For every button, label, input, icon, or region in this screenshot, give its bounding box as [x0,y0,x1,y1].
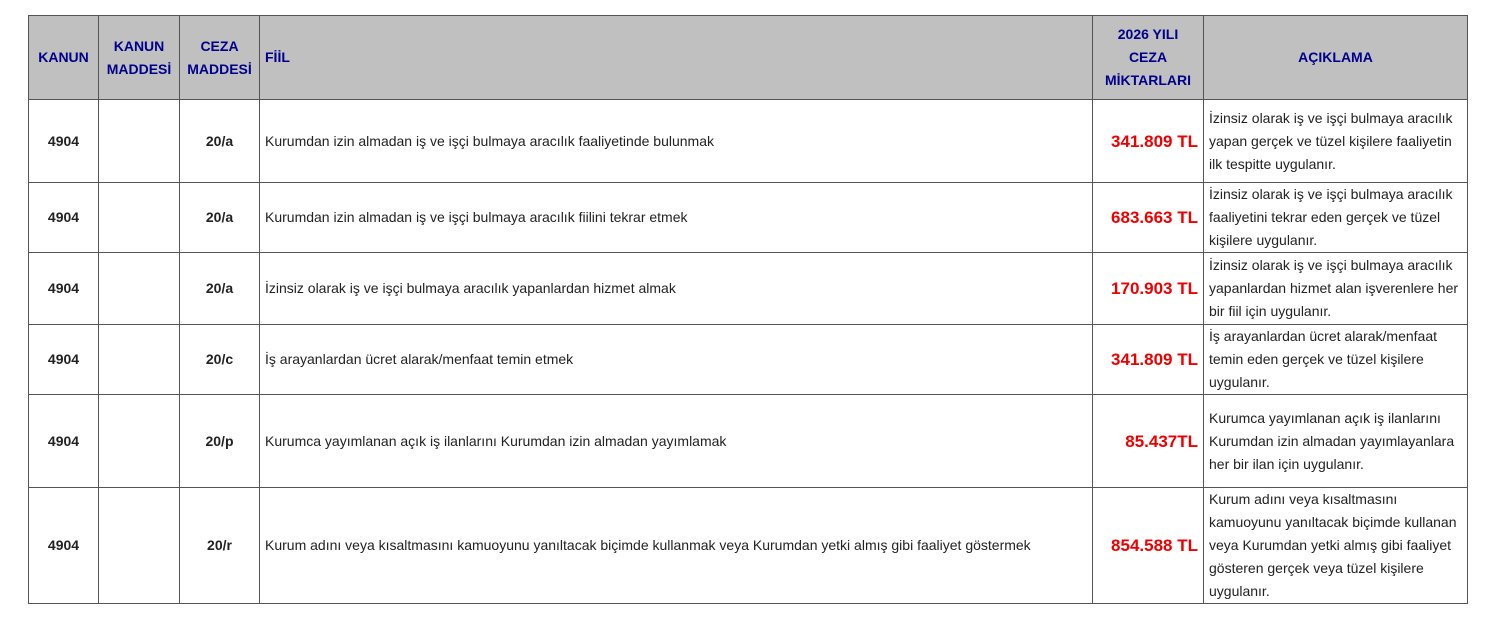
cell-ceza-miktari: 854.588 TL [1093,488,1204,604]
cell-kanun: 4904 [29,183,99,253]
cell-kanun: 4904 [29,395,99,488]
cell-ceza-maddesi: 20/p [180,395,260,488]
penalty-table [28,15,1468,604]
cell-ceza-maddesi: 20/a [180,100,260,183]
cell-ceza-miktari: 683.663 TL [1093,183,1204,253]
cell-fiil: Kurumdan izin almadan iş ve işçi bulmaya aracılık faaliyetinde bulunmak [260,100,1093,183]
cell-kanun: 4904 [29,488,99,604]
cell-kanun: 4904 [29,100,99,183]
header-kanun-maddesi: KANUN MADDESİ [99,16,180,100]
cell-ceza-miktari: 170.903 TL [1093,253,1204,325]
header-aciklama: AÇIKLAMA [1204,16,1468,100]
cell-kanun-maddesi [99,488,180,604]
header-ceza-miktari: 2026 YILI CEZA MİKTARLARI [1093,16,1204,100]
cell-aciklama: Kurum adını veya kısaltmasını kamuoyunu yanıltacak biçimde kullanan veya Kurumdan yetki almış gibi faaliyet gösteren gerçek veya tüzel kişilere uygulanır. [1204,488,1468,604]
cell-aciklama: İzinsiz olarak iş ve işçi bulmaya aracılık yapan gerçek ve tüzel kişilere faaliyetin ilk tespitte uygulanır. [1204,100,1468,183]
cell-kanun-maddesi [99,183,180,253]
cell-fiil: İzinsiz olarak iş ve işçi bulmaya aracılık yapanlardan hizmet almak [260,253,1093,325]
cell-aciklama: İzinsiz olarak iş ve işçi bulmaya aracılık yapanlardan hizmet alan işverenlere her bir fiil için uygulanır. [1204,253,1468,325]
table-row [29,253,1468,325]
header-kanun: KANUN [29,16,99,100]
header-ceza-maddesi: CEZA MADDESİ [180,16,260,100]
cell-fiil: İş arayanlardan ücret alarak/menfaat temin etmek [260,325,1093,395]
header-fiil: FİİL [260,16,1093,100]
cell-kanun-maddesi [99,100,180,183]
cell-ceza-maddesi: 20/r [180,488,260,604]
cell-fiil: Kurum adını veya kısaltmasını kamuoyunu yanıltacak biçimde kullanmak veya Kurumdan yetki almış gibi faaliyet göstermek [260,488,1093,604]
cell-kanun: 4904 [29,253,99,325]
table-row [29,100,1468,183]
cell-ceza-miktari: 85.437TL [1093,395,1204,488]
cell-kanun-maddesi [99,253,180,325]
cell-fiil: Kurumca yayımlanan açık iş ilanlarını Kurumdan izin almadan yayımlamak [260,395,1093,488]
cell-kanun-maddesi [99,395,180,488]
cell-ceza-miktari: 341.809 TL [1093,325,1204,395]
cell-ceza-maddesi: 20/a [180,183,260,253]
table-row [29,395,1468,488]
cell-kanun: 4904 [29,325,99,395]
cell-kanun-maddesi [99,325,180,395]
cell-fiil: Kurumdan izin almadan iş ve işçi bulmaya aracılık fiilini tekrar etmek [260,183,1093,253]
cell-ceza-maddesi: 20/c [180,325,260,395]
cell-aciklama: İzinsiz olarak iş ve işçi bulmaya aracılık faaliyetini tekrar eden gerçek ve tüzel kişilere uygulanır. [1204,183,1468,253]
cell-ceza-maddesi: 20/a [180,253,260,325]
cell-aciklama: İş arayanlardan ücret alarak/menfaat temin eden gerçek ve tüzel kişilere uygulanır. [1204,325,1468,395]
table-row [29,488,1468,604]
table-header-row [29,16,1468,100]
cell-ceza-miktari: 341.809 TL [1093,100,1204,183]
table-row [29,325,1468,395]
cell-aciklama: Kurumca yayımlanan açık iş ilanlarını Kurumdan izin almadan yayımlayanlara her bir ilan için uygulanır. [1204,395,1468,488]
penalty-table-container [28,15,1467,604]
table-row [29,183,1468,253]
